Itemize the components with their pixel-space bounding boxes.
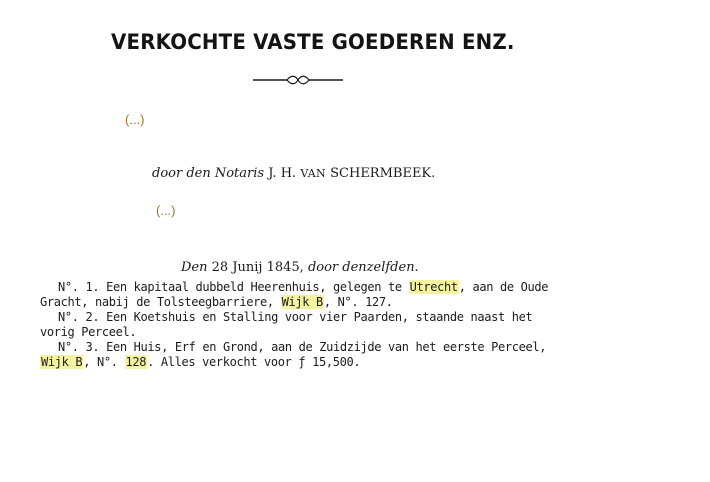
sale-listings [40, 280, 570, 370]
listing-number: N°. 3. [58, 340, 100, 354]
listing-line [40, 295, 570, 310]
listing-text: Een Huis, Erf en Grond, aan de Zuidzijde van het eerste Perceel, [106, 340, 547, 354]
omission-marker: (...) [125, 112, 145, 127]
ornament-divider [253, 73, 343, 87]
page-title: VERKOCHTE VASTE GOEDEREN ENZ. [111, 30, 515, 55]
listing-text: , N°. [83, 355, 118, 369]
highlight-wijk: Wijk B [281, 295, 323, 309]
listing-number: N°. 2. [58, 310, 100, 324]
notary-initials: J. H. [268, 166, 297, 181]
highlight-number: 128 [125, 355, 147, 369]
listing-text: . Alles verkocht voor ƒ 15,500. [147, 355, 361, 369]
highlight-city: Utrecht [409, 280, 458, 294]
notary-particle: VAN [300, 167, 326, 180]
date-tail: door denzelfden. [307, 260, 419, 275]
listing-line [40, 340, 570, 355]
listing-text: Gracht, nabij de Tolsteegbarriere, [40, 295, 274, 309]
highlight-wijk: Wijk B [41, 355, 83, 369]
listing-number: N°. 1. [58, 280, 100, 294]
date-heading [181, 260, 419, 275]
listing-line [40, 310, 570, 325]
listing-text: Een kapitaal dubbeld Heerenhuis, gelegen te [106, 280, 402, 294]
listing-line [40, 280, 570, 295]
listing-text: Een Koetshuis en Stalling voor vier Paarden, staande naast het [106, 310, 533, 324]
notary-role: Notaris [214, 166, 265, 181]
notary-surname: SCHERMBEEK. [330, 166, 436, 181]
listing-text: vorig Perceel. [40, 325, 137, 339]
notary-line [152, 166, 435, 181]
listing-text: , N°. 127. [323, 295, 393, 309]
listing-line [40, 325, 570, 340]
omission-marker: (...) [156, 203, 176, 218]
notary-prefix: door den [152, 166, 211, 181]
date-den: Den [181, 260, 208, 275]
date-value: 28 Junij 1845, [211, 260, 304, 275]
listing-text: , aan de Oude [458, 280, 549, 294]
listing-line [40, 355, 570, 370]
